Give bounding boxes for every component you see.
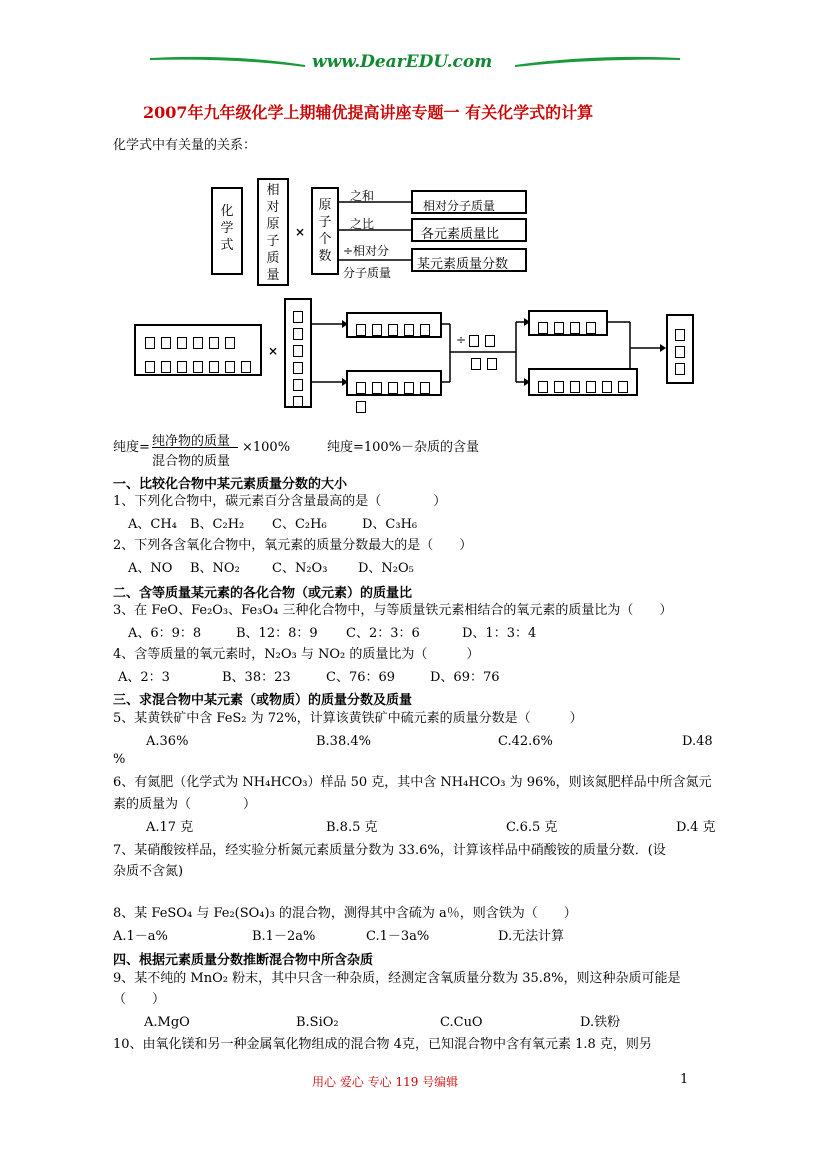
- diagram1-atomic-mass-char: 量: [266, 268, 280, 283]
- option: A、NO: [128, 561, 173, 576]
- option-wrap: %: [113, 752, 126, 767]
- placeholder-glyph-icon: [675, 329, 685, 341]
- placeholder-glyph-icon: [675, 363, 685, 375]
- option: C、C₂H₆: [272, 517, 327, 532]
- diagram2-div: [456, 333, 498, 347]
- placeholder-glyph-icon: [293, 396, 303, 408]
- placeholder-glyph-icon: [145, 337, 155, 349]
- page-number: 1: [680, 1072, 689, 1087]
- option: A、CH₄: [128, 517, 177, 532]
- placeholder-glyph-icon: [356, 324, 366, 336]
- diagram1-formula-box: [211, 187, 243, 275]
- diagram1-atomic-mass-char: 质: [266, 251, 280, 266]
- option: D、69：76: [430, 670, 500, 685]
- purity-numerator: 纯净物的质量: [152, 434, 231, 449]
- purity-alt: 纯度=100%－杂质的含量: [327, 440, 480, 455]
- purity-times: ×100%: [242, 440, 291, 455]
- page-title: 2007年九年级化学上期辅优提高讲座专题一 有关化学式的计算: [143, 103, 594, 122]
- option: A.17 克: [146, 820, 194, 835]
- placeholder-glyph-icon: [193, 361, 203, 373]
- question-stem: 5、某黄铁矿中含 FeS₂ 为 72%，计算该黄铁矿中硫元素的质量分数是（ ）: [113, 711, 583, 726]
- placeholder-glyph-icon: [225, 337, 235, 349]
- diagram1-atom-count-box: [311, 187, 339, 275]
- footer-text: 用心 爱心 专心 119 号编辑: [312, 1075, 459, 1089]
- placeholder-glyph-icon: [618, 381, 628, 393]
- placeholder-glyph-icon: [570, 322, 580, 334]
- placeholder-glyph-icon: [388, 324, 398, 336]
- placeholder-glyph-icon: [554, 322, 564, 334]
- placeholder-glyph-icon: [420, 324, 430, 336]
- placeholder-glyph-icon: [356, 382, 366, 394]
- diagram1-atom-count-char: 个: [318, 232, 332, 247]
- question-stem: 10、由氧化镁和另一种金属氧化物组成的混合物 4克，已知混合物中含有氧元素 1.8 克，则另: [113, 1037, 652, 1052]
- question-stem: 7、某硝酸铵样品，经实验分析氮元素质量分数为 33.6%，计算该样品中硝酸铵的质量分数．(设: [113, 843, 666, 858]
- placeholder-glyph-icon: [293, 362, 303, 374]
- purity-fraction-bar: [152, 447, 238, 448]
- diagram1-times: ×: [295, 225, 306, 239]
- placeholder-glyph-icon: [145, 361, 155, 373]
- placeholder-glyph-icon: [675, 346, 685, 358]
- question-stem: 1、下列化合物中，碳元素百分含量最高的是（ ）: [113, 494, 447, 509]
- diagram1-result-fraction-box: [411, 248, 527, 272]
- section-heading: 四、根据元素质量分数推断混合物中所含杂质: [113, 953, 374, 968]
- placeholder-glyph-icon: [293, 311, 303, 323]
- diagram1-atomic-mass-char: 对: [266, 200, 280, 215]
- diagram2-mid-column: [286, 311, 310, 408]
- placeholder-glyph-icon: [372, 324, 382, 336]
- option: D、N₂O₅: [358, 561, 414, 576]
- question-stem-cont: （ ）: [113, 992, 166, 1007]
- placeholder-glyph-icon: [193, 337, 203, 349]
- placeholder-glyph-icon: [293, 379, 303, 391]
- option: B.8.5 克: [326, 820, 378, 835]
- diagram2-top-right-box: [528, 310, 608, 336]
- placeholder-glyph-icon: [586, 381, 596, 393]
- placeholder-glyph-icon: [177, 337, 187, 349]
- question-stem: 8、某 FeSO₄ 与 Fe₂(SO₄)₃ 的混合物，测得其中含硫为 a％，则含铁为（ ）: [113, 906, 577, 921]
- diagram2-top-mid: [353, 319, 440, 338]
- diagram1-result-mass-box: [411, 190, 527, 214]
- placeholder-glyph-icon: [471, 358, 481, 370]
- diagram2-top-mid-box: [346, 312, 442, 338]
- diagram1-result-mass: 相对分子质量: [423, 199, 496, 213]
- question-stem: 6、有氮肥（化学式为 NH₄HCO₃）样品 50 克，其中含 NH₄HCO₃ 为 96%，则该氮肥样品中所含氮元: [113, 775, 712, 790]
- diagram2-top-right: [535, 317, 606, 336]
- option: A.1－a%: [113, 929, 168, 944]
- placeholder-glyph-icon: [161, 337, 171, 349]
- diagram1-formula-char: 化: [220, 204, 234, 219]
- placeholder-glyph-icon: [356, 401, 366, 413]
- option: A.MgO: [144, 1015, 190, 1030]
- option: B、38：23: [222, 670, 291, 685]
- option: D.4 克: [676, 820, 716, 835]
- placeholder-glyph-icon: [225, 361, 235, 373]
- option: D、C₃H₆: [362, 517, 418, 532]
- option: A、6：9：8: [128, 626, 202, 641]
- option: C、76：69: [326, 670, 396, 685]
- placeholder-glyph-icon: [177, 361, 187, 373]
- diagram1-atomic-mass-box: [257, 178, 289, 286]
- diagram1-atomic-mass-char: 子: [266, 234, 280, 249]
- placeholder-glyph-icon: [538, 322, 548, 334]
- placeholder-glyph-icon: [420, 382, 430, 394]
- option: C.CuO: [440, 1015, 483, 1030]
- placeholder-glyph-icon: [487, 358, 497, 370]
- placeholder-glyph-icon: [538, 381, 548, 393]
- diagram1-atomic-mass-char: 相: [266, 183, 280, 198]
- option: D.48: [682, 734, 713, 749]
- placeholder-glyph-icon: [469, 335, 479, 347]
- option: B、NO₂: [190, 561, 240, 576]
- option: C.6.5 克: [506, 820, 558, 835]
- placeholder-glyph-icon: [485, 335, 495, 347]
- diagram2-times: ×: [268, 344, 279, 358]
- diagram2-div-sign: ÷: [456, 333, 467, 347]
- placeholder-glyph-icon: [586, 322, 596, 334]
- placeholder-glyph-icon: [293, 345, 303, 357]
- diagram1-op-div2: 分子质量: [343, 266, 392, 280]
- option: C、2：3：6: [346, 626, 420, 641]
- question-stem: 2、下列各含氧化合物中，氧元素的质量分数最大的是（ ）: [113, 538, 473, 553]
- placeholder-glyph-icon: [388, 382, 398, 394]
- placeholder-glyph-icon: [161, 361, 171, 373]
- diagram1-op-div: ÷相对分: [343, 244, 390, 258]
- option: D、1：3：4: [462, 626, 537, 641]
- option: D.无法计算: [498, 929, 565, 944]
- placeholder-glyph-icon: [554, 381, 564, 393]
- diagram1-atomic-mass-char: 原: [266, 217, 280, 232]
- diagram2-div-label: [466, 333, 498, 347]
- diagram2-left-row: [142, 356, 260, 375]
- question-stem: 4、含等质量的氧元素时，N₂O₃ 与 NO₂ 的质量比为（ ）: [113, 647, 480, 662]
- section-heading: 三、求混合物中某元素（或物质）的质量分数及质量: [113, 693, 413, 708]
- placeholder-glyph-icon: [209, 361, 219, 373]
- diagram1-atom-count-char: 数: [318, 249, 332, 264]
- purity-denominator: 混合物的质量: [152, 454, 231, 469]
- diagram1-result-fraction: 某元素质量分数: [417, 257, 509, 272]
- diagram2-bot-right: [535, 376, 636, 395]
- diagram2-left-box: [134, 324, 262, 376]
- option: A.36%: [146, 734, 189, 749]
- option: B、12：8：9: [236, 626, 318, 641]
- diagram2-div-label2: [468, 356, 500, 370]
- placeholder-glyph-icon: [209, 337, 219, 349]
- diagram1-op-ratio: 之比: [350, 217, 375, 231]
- option: B.38.4%: [316, 734, 371, 749]
- diagram1-op-sum: 之和: [350, 189, 375, 203]
- option: C.42.6%: [498, 734, 553, 749]
- placeholder-glyph-icon: [404, 324, 414, 336]
- question-stem: 3、在 FeO、Fe₂O₃、Fe₃O₄ 三种化合物中，与等质量铁元素相结合的氧元素的质量比为（ ）: [113, 603, 673, 618]
- diagram1-atom-count-char: 子: [318, 215, 332, 230]
- placeholder-glyph-icon: [293, 328, 303, 340]
- diagram1-result-ratio: 各元素质量比: [421, 227, 500, 242]
- option: B.1－2a%: [252, 929, 316, 944]
- placeholder-glyph-icon: [241, 361, 251, 373]
- intro-text: 化学式中有关量的关系：: [113, 138, 257, 153]
- purity-label: 纯度=: [113, 440, 150, 455]
- diagram2-left-row: [142, 332, 260, 351]
- placeholder-glyph-icon: [404, 382, 414, 394]
- option: B、C₂H₂: [190, 517, 245, 532]
- diagram1-formula-char: 学: [220, 221, 234, 236]
- option: D.铁粉: [580, 1015, 621, 1030]
- option: B.SiO₂: [296, 1015, 339, 1030]
- diagram2-bot-right-box: [528, 368, 638, 396]
- option: A、2：3: [118, 670, 170, 685]
- question-stem-cont: 素的质量为（ ）: [113, 797, 257, 812]
- section-heading: 一、比较化合物中某元素质量分数的大小: [113, 477, 348, 492]
- placeholder-glyph-icon: [372, 382, 382, 394]
- diagram1-result-ratio-box: [411, 218, 527, 242]
- placeholder-glyph-icon: [570, 381, 580, 393]
- question-stem: 9、某不纯的 MnO₂ 粉末，其中只含一种杂质，经测定含氧质量分数为 35.8%，则这种杂质可能是: [113, 971, 681, 986]
- diagram2-bot-mid-box: [346, 370, 442, 396]
- header-brand[interactable]: www.DearEDU.com: [312, 52, 493, 72]
- section-heading: 二、含等质量某元素的各化合物（或元素）的质量比: [113, 586, 413, 601]
- diagram1-formula-char: 式: [220, 238, 234, 253]
- diagram2-mid-column-box: [284, 298, 312, 408]
- diagram2-bot-mid: [353, 377, 440, 415]
- question-stem-cont: 杂质不含氮): [113, 864, 184, 879]
- placeholder-glyph-icon: [602, 381, 612, 393]
- diagram1-atom-count-char: 原: [318, 198, 332, 213]
- option: C、N₂O₃: [272, 561, 328, 576]
- option: C.1－3a%: [366, 929, 430, 944]
- diagram2-final-box: [666, 314, 694, 384]
- diagram2-final: [668, 329, 692, 375]
